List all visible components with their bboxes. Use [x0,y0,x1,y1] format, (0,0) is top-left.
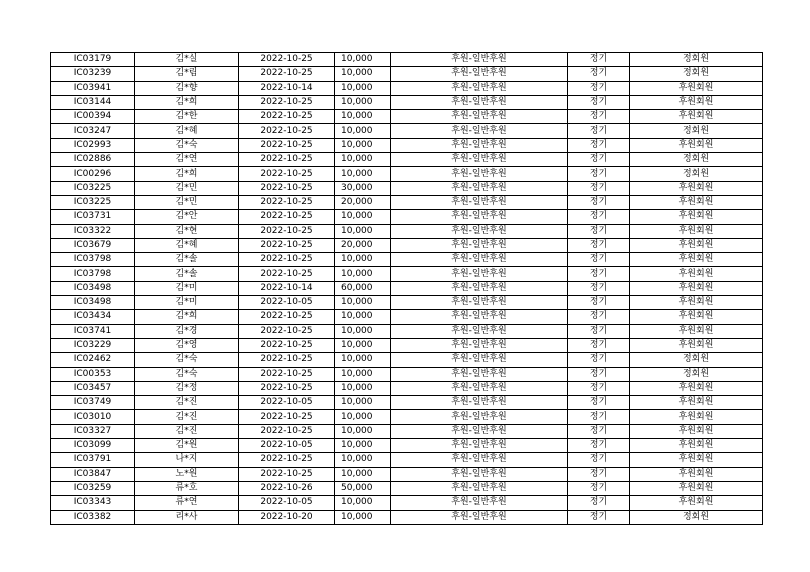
category-cell: 후원-일반후원 [391,210,568,224]
donation-date-cell: 2022-10-25 [239,338,335,352]
member-type-cell: 후원회원 [630,338,763,352]
donor-id-cell: IC03343 [51,496,135,510]
donor-name-cell: 김*한 [135,110,239,124]
donation-date-cell: 2022-10-25 [239,381,335,395]
donor-name-cell: 김*솔 [135,267,239,281]
amount-cell: 60,000 [335,281,391,295]
donor-id-cell: IC03679 [51,238,135,252]
donor-name-cell: 김*숙 [135,138,239,152]
donor-id-cell: IC03259 [51,481,135,495]
donor-id-cell: IC03099 [51,439,135,453]
donation-date-cell: 2022-10-25 [239,224,335,238]
donation-date-cell: 2022-10-25 [239,195,335,209]
category-cell: 후원-일반후원 [391,467,568,481]
donation-date-cell: 2022-10-25 [239,153,335,167]
category-cell: 후원-일반후원 [391,381,568,395]
donation-date-cell: 2022-10-14 [239,281,335,295]
donation-date-cell: 2022-10-05 [239,496,335,510]
donor-name-cell: 김*진 [135,410,239,424]
category-cell: 후원-일반후원 [391,53,568,67]
amount-cell: 10,000 [335,253,391,267]
cycle-cell: 정기 [568,238,630,252]
category-cell: 후원-일반후원 [391,153,568,167]
category-cell: 후원-일반후원 [391,81,568,95]
cycle-cell: 정기 [568,138,630,152]
category-cell: 후원-일반후원 [391,439,568,453]
donation-date-cell: 2022-10-25 [239,367,335,381]
category-cell: 후원-일반후원 [391,267,568,281]
member-type-cell: 정회원 [630,367,763,381]
table-row [51,81,763,95]
table-row [51,153,763,167]
category-cell: 후원-일반후원 [391,281,568,295]
donor-name-cell: 류*호 [135,481,239,495]
category-cell: 후원-일반후원 [391,310,568,324]
table-row [51,510,763,524]
donor-name-cell: 류*연 [135,496,239,510]
table-row [51,338,763,352]
table-row [51,138,763,152]
category-cell: 후원-일반후원 [391,124,568,138]
member-type-cell: 정회원 [630,53,763,67]
donation-date-cell: 2022-10-20 [239,510,335,524]
cycle-cell: 정기 [568,153,630,167]
donation-date-cell: 2022-10-25 [239,181,335,195]
donor-id-cell: IC02462 [51,353,135,367]
member-type-cell: 후원회원 [630,238,763,252]
donor-id-cell: IC03225 [51,195,135,209]
donation-date-cell: 2022-10-14 [239,81,335,95]
amount-cell: 10,000 [335,439,391,453]
amount-cell: 10,000 [335,224,391,238]
donor-id-cell: IC03749 [51,396,135,410]
category-cell: 후원-일반후원 [391,367,568,381]
donor-name-cell: 김*숙 [135,353,239,367]
category-cell: 후원-일반후원 [391,181,568,195]
donation-date-cell: 2022-10-25 [239,124,335,138]
cycle-cell: 정기 [568,353,630,367]
donor-id-cell: IC03247 [51,124,135,138]
donor-id-cell: IC03498 [51,296,135,310]
table-row [51,481,763,495]
donation-date-cell: 2022-10-25 [239,253,335,267]
cycle-cell: 정기 [568,210,630,224]
member-type-cell: 후원회원 [630,296,763,310]
amount-cell: 10,000 [335,267,391,281]
category-cell: 후원-일반후원 [391,353,568,367]
cycle-cell: 정기 [568,510,630,524]
member-type-cell: 후원회원 [630,210,763,224]
category-cell: 후원-일반후원 [391,238,568,252]
member-type-cell: 후원회원 [630,267,763,281]
donation-table [50,52,763,525]
cycle-cell: 정기 [568,467,630,481]
category-cell: 후원-일반후원 [391,453,568,467]
donor-id-cell: IC03179 [51,53,135,67]
donor-id-cell: IC00296 [51,167,135,181]
member-type-cell: 후원회원 [630,481,763,495]
amount-cell: 10,000 [335,410,391,424]
donation-date-cell: 2022-10-25 [239,324,335,338]
table-row [51,281,763,295]
amount-cell: 10,000 [335,81,391,95]
donation-date-cell: 2022-10-25 [239,67,335,81]
table-row [51,53,763,67]
amount-cell: 10,000 [335,381,391,395]
cycle-cell: 정기 [568,453,630,467]
donation-date-cell: 2022-10-25 [239,267,335,281]
cycle-cell: 정기 [568,95,630,109]
cycle-cell: 정기 [568,267,630,281]
amount-cell: 10,000 [335,396,391,410]
donor-name-cell: 김*영 [135,338,239,352]
donation-date-cell: 2022-10-25 [239,238,335,252]
donor-name-cell: 김*혜 [135,124,239,138]
member-type-cell: 후원회원 [630,181,763,195]
cycle-cell: 정기 [568,195,630,209]
donor-id-cell: IC03239 [51,67,135,81]
donor-id-cell: IC03382 [51,510,135,524]
donor-name-cell: 김*미 [135,281,239,295]
donor-name-cell: 김*혜 [135,238,239,252]
amount-cell: 20,000 [335,238,391,252]
donation-date-cell: 2022-10-25 [239,424,335,438]
donor-id-cell: IC03229 [51,338,135,352]
donation-date-cell: 2022-10-25 [239,138,335,152]
table-row [51,110,763,124]
cycle-cell: 정기 [568,67,630,81]
donor-id-cell: IC02886 [51,153,135,167]
donation-date-cell: 2022-10-25 [239,453,335,467]
member-type-cell: 후원회원 [630,439,763,453]
member-type-cell: 후원회원 [630,467,763,481]
cycle-cell: 정기 [568,324,630,338]
category-cell: 후원-일반후원 [391,424,568,438]
cycle-cell: 정기 [568,338,630,352]
cycle-cell: 정기 [568,224,630,238]
donor-name-cell: 김*현 [135,224,239,238]
table-row [51,353,763,367]
member-type-cell: 후원회원 [630,95,763,109]
member-type-cell: 정회원 [630,153,763,167]
table-row [51,396,763,410]
category-cell: 후원-일반후원 [391,195,568,209]
donation-date-cell: 2022-10-25 [239,410,335,424]
cycle-cell: 정기 [568,181,630,195]
donor-name-cell: 김*향 [135,81,239,95]
cycle-cell: 정기 [568,439,630,453]
amount-cell: 10,000 [335,95,391,109]
donor-name-cell: 김*안 [135,210,239,224]
donor-name-cell: 김*진 [135,424,239,438]
category-cell: 후원-일반후원 [391,324,568,338]
member-type-cell: 후원회원 [630,496,763,510]
cycle-cell: 정기 [568,110,630,124]
member-type-cell: 후원회원 [630,195,763,209]
category-cell: 후원-일반후원 [391,224,568,238]
amount-cell: 10,000 [335,424,391,438]
table-row [51,195,763,209]
donation-date-cell: 2022-10-25 [239,310,335,324]
member-type-cell: 정회원 [630,353,763,367]
amount-cell: 30,000 [335,181,391,195]
donor-id-cell: IC03144 [51,95,135,109]
donor-id-cell: IC03798 [51,267,135,281]
donor-id-cell: IC03327 [51,424,135,438]
amount-cell: 10,000 [335,467,391,481]
cycle-cell: 정기 [568,410,630,424]
table-row [51,310,763,324]
donor-id-cell: IC03731 [51,210,135,224]
member-type-cell: 후원회원 [630,324,763,338]
category-cell: 후원-일반후원 [391,110,568,124]
member-type-cell: 정회원 [630,510,763,524]
amount-cell: 10,000 [335,453,391,467]
cycle-cell: 정기 [568,124,630,138]
table-row [51,124,763,138]
donor-name-cell: 김*실 [135,53,239,67]
table-row [51,453,763,467]
cycle-cell: 정기 [568,424,630,438]
amount-cell: 10,000 [335,353,391,367]
donor-name-cell: 김*정 [135,381,239,395]
member-type-cell: 후원회원 [630,453,763,467]
table-row [51,496,763,510]
member-type-cell: 후원회원 [630,253,763,267]
donor-id-cell: IC03322 [51,224,135,238]
category-cell: 후원-일반후원 [391,396,568,410]
cycle-cell: 정기 [568,167,630,181]
donor-name-cell: 김*솔 [135,253,239,267]
category-cell: 후원-일반후원 [391,95,568,109]
amount-cell: 10,000 [335,138,391,152]
donation-date-cell: 2022-10-25 [239,210,335,224]
donor-name-cell: 김*희 [135,167,239,181]
cycle-cell: 정기 [568,310,630,324]
cycle-cell: 정기 [568,253,630,267]
table-row [51,267,763,281]
category-cell: 후원-일반후원 [391,496,568,510]
donor-name-cell: 김*숙 [135,367,239,381]
donor-id-cell: IC03941 [51,81,135,95]
table-row [51,439,763,453]
donor-name-cell: 김*민 [135,195,239,209]
donor-id-cell: IC03457 [51,381,135,395]
donor-name-cell: 나*지 [135,453,239,467]
amount-cell: 10,000 [335,296,391,310]
category-cell: 후원-일반후원 [391,67,568,81]
amount-cell: 10,000 [335,324,391,338]
cycle-cell: 정기 [568,367,630,381]
donation-date-cell: 2022-10-25 [239,353,335,367]
member-type-cell: 후원회원 [630,81,763,95]
table-row [51,296,763,310]
category-cell: 후원-일반후원 [391,481,568,495]
table-row [51,224,763,238]
donation-date-cell: 2022-10-25 [239,53,335,67]
table-row [51,67,763,81]
category-cell: 후원-일반후원 [391,510,568,524]
donor-name-cell: 김*원 [135,439,239,453]
donor-id-cell: IC00353 [51,367,135,381]
donation-date-cell: 2022-10-05 [239,296,335,310]
donor-id-cell: IC03791 [51,453,135,467]
category-cell: 후원-일반후원 [391,138,568,152]
donor-name-cell: 리*사 [135,510,239,524]
cycle-cell: 정기 [568,281,630,295]
table-row [51,467,763,481]
amount-cell: 10,000 [335,67,391,81]
donor-id-cell: IC02993 [51,138,135,152]
amount-cell: 20,000 [335,195,391,209]
member-type-cell: 후원회원 [630,224,763,238]
donor-id-cell: IC00394 [51,110,135,124]
donor-name-cell: 김*민 [135,181,239,195]
cycle-cell: 정기 [568,496,630,510]
cycle-cell: 정기 [568,296,630,310]
member-type-cell: 후원회원 [630,138,763,152]
donor-name-cell: 노*원 [135,467,239,481]
cycle-cell: 정기 [568,396,630,410]
amount-cell: 10,000 [335,153,391,167]
member-type-cell: 후원회원 [630,281,763,295]
member-type-cell: 후원회원 [630,110,763,124]
donation-date-cell: 2022-10-26 [239,481,335,495]
table-row [51,253,763,267]
table-row [51,324,763,338]
amount-cell: 10,000 [335,110,391,124]
member-type-cell: 후원회원 [630,410,763,424]
cycle-cell: 정기 [568,53,630,67]
member-type-cell: 후원회원 [630,381,763,395]
cycle-cell: 정기 [568,481,630,495]
amount-cell: 10,000 [335,124,391,138]
donation-date-cell: 2022-10-25 [239,110,335,124]
donor-id-cell: IC03498 [51,281,135,295]
table-row [51,238,763,252]
donor-id-cell: IC03225 [51,181,135,195]
table-row [51,381,763,395]
amount-cell: 10,000 [335,367,391,381]
donation-date-cell: 2022-10-25 [239,467,335,481]
donor-name-cell: 김*경 [135,324,239,338]
amount-cell: 10,000 [335,310,391,324]
donation-date-cell: 2022-10-05 [239,396,335,410]
donor-name-cell: 김*연 [135,153,239,167]
amount-cell: 10,000 [335,210,391,224]
donor-id-cell: IC03741 [51,324,135,338]
category-cell: 후원-일반후원 [391,410,568,424]
donor-id-cell: IC03434 [51,310,135,324]
table-row [51,95,763,109]
member-type-cell: 정회원 [630,67,763,81]
member-type-cell: 후원회원 [630,424,763,438]
donation-date-cell: 2022-10-25 [239,95,335,109]
donor-name-cell: 김*진 [135,396,239,410]
table-row [51,210,763,224]
donor-name-cell: 김*희 [135,95,239,109]
table-row [51,367,763,381]
category-cell: 후원-일반후원 [391,253,568,267]
category-cell: 후원-일반후원 [391,338,568,352]
member-type-cell: 후원회원 [630,396,763,410]
donor-id-cell: IC03798 [51,253,135,267]
donor-name-cell: 김*미 [135,296,239,310]
category-cell: 후원-일반후원 [391,296,568,310]
donor-id-cell: IC03847 [51,467,135,481]
amount-cell: 10,000 [335,510,391,524]
amount-cell: 10,000 [335,167,391,181]
table-row [51,410,763,424]
donation-table-body [51,53,763,525]
amount-cell: 10,000 [335,496,391,510]
donor-name-cell: 김*희 [135,310,239,324]
member-type-cell: 정회원 [630,167,763,181]
cycle-cell: 정기 [568,381,630,395]
amount-cell: 50,000 [335,481,391,495]
donor-name-cell: 김*림 [135,67,239,81]
member-type-cell: 정회원 [630,124,763,138]
table-row [51,167,763,181]
table-row [51,181,763,195]
donor-id-cell: IC03010 [51,410,135,424]
table-row [51,424,763,438]
amount-cell: 10,000 [335,338,391,352]
cycle-cell: 정기 [568,81,630,95]
member-type-cell: 후원회원 [630,310,763,324]
donation-date-cell: 2022-10-25 [239,167,335,181]
amount-cell: 10,000 [335,53,391,67]
category-cell: 후원-일반후원 [391,167,568,181]
donation-date-cell: 2022-10-05 [239,439,335,453]
